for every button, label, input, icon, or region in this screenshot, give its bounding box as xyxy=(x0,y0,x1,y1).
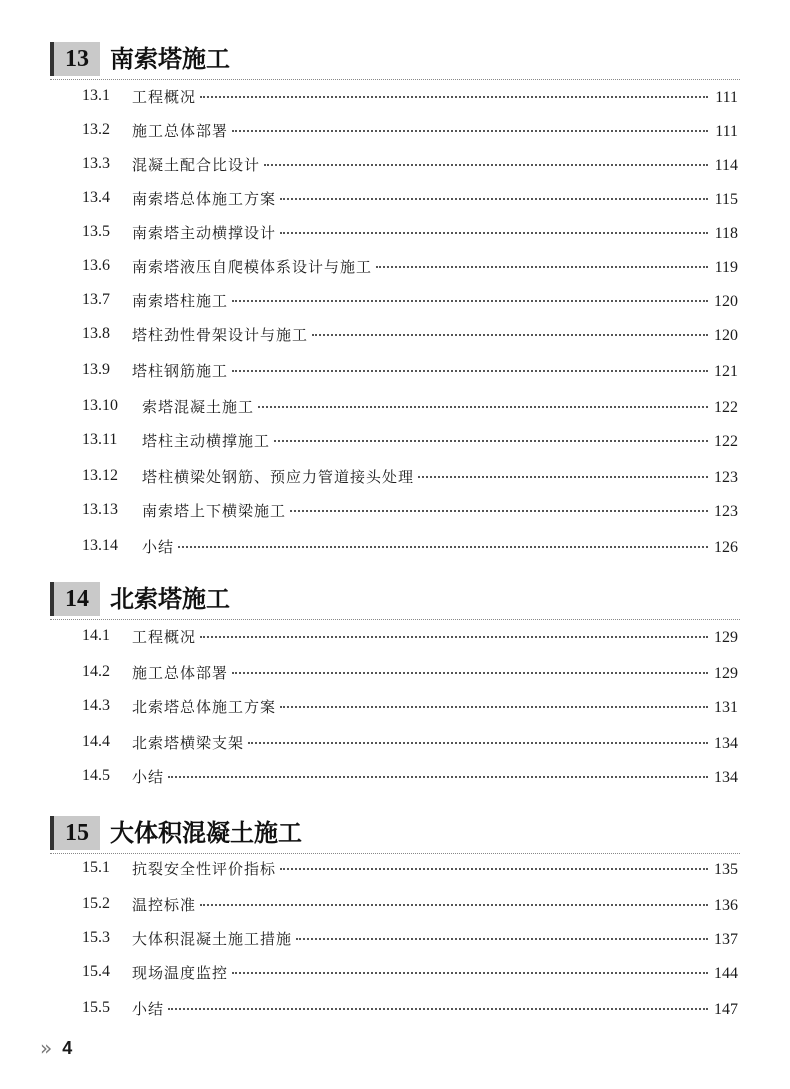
section-number: 13.8 xyxy=(82,325,110,342)
section-title: 塔柱劲性骨架设计与施工 xyxy=(132,325,309,344)
section-number: 13.13 xyxy=(82,501,118,518)
section-number: 13.12 xyxy=(82,467,118,484)
page-ref: 135 xyxy=(714,860,738,878)
toc-entry[interactable] xyxy=(0,353,790,387)
toc-entry[interactable] xyxy=(0,317,790,351)
toc-entry[interactable] xyxy=(0,423,790,457)
page-ref: 137 xyxy=(714,930,738,948)
section-number: 15.3 xyxy=(82,929,110,946)
page-ref: 147 xyxy=(714,1000,738,1018)
page-ref: 131 xyxy=(714,698,738,716)
dot-leader xyxy=(168,776,708,778)
chapter-heading[interactable] xyxy=(0,812,790,856)
toc-entry[interactable] xyxy=(0,389,790,423)
dot-leader xyxy=(258,406,708,408)
page-ref: 115 xyxy=(714,190,738,208)
section-number: 15.4 xyxy=(82,963,110,980)
page-ref: 114 xyxy=(714,156,738,174)
section-title: 工程概况 xyxy=(132,627,197,646)
chapter-number-badge: 14 xyxy=(50,582,100,616)
section-title: 南索塔柱施工 xyxy=(132,291,229,310)
page-ref: 129 xyxy=(714,664,738,682)
section-number: 13.2 xyxy=(82,121,110,138)
double-chevron-icon: » xyxy=(40,1036,53,1060)
toc-entry[interactable] xyxy=(0,181,790,215)
chapter-14 xyxy=(0,578,790,622)
section-number: 15.1 xyxy=(82,859,110,876)
toc-entry[interactable] xyxy=(0,459,790,493)
section-number: 14.4 xyxy=(82,733,110,750)
dot-leader xyxy=(232,300,708,302)
section-number: 13.7 xyxy=(82,291,110,308)
section-title: 北索塔总体施工方案 xyxy=(132,697,277,716)
section-number: 13.10 xyxy=(82,397,118,414)
page-ref: 120 xyxy=(714,292,738,310)
dot-leader xyxy=(232,130,708,132)
chapter-title: 北索塔施工 xyxy=(110,585,230,613)
section-title: 南索塔主动横撑设计 xyxy=(132,223,277,242)
dot-leader xyxy=(418,476,708,478)
toc-entry[interactable] xyxy=(0,493,790,527)
page-ref: 136 xyxy=(714,896,738,914)
page-ref: 119 xyxy=(714,258,738,276)
chapter-heading[interactable] xyxy=(0,38,790,82)
page-ref: 134 xyxy=(714,734,738,752)
dot-leader xyxy=(168,1008,708,1010)
section-title: 南索塔上下横梁施工 xyxy=(142,501,287,520)
toc-entry[interactable] xyxy=(0,529,790,563)
chapter-13 xyxy=(0,38,790,82)
chapter-heading[interactable] xyxy=(0,578,790,622)
page-ref: 111 xyxy=(715,122,738,140)
chapter-title: 大体积混凝土施工 xyxy=(110,819,302,847)
dot-leader xyxy=(248,742,708,744)
chapter-number-badge: 13 xyxy=(50,42,100,76)
dot-leader xyxy=(312,334,708,336)
dot-leader xyxy=(280,868,708,870)
section-number: 13.4 xyxy=(82,189,110,206)
page-ref: 122 xyxy=(714,432,738,450)
dot-leader xyxy=(232,972,708,974)
toc-entry[interactable] xyxy=(0,759,790,793)
section-title: 混凝土配合比设计 xyxy=(132,155,261,174)
toc-entry[interactable] xyxy=(0,79,790,113)
page-ref: 129 xyxy=(714,628,738,646)
section-title: 南索塔总体施工方案 xyxy=(132,189,277,208)
section-title: 温控标准 xyxy=(132,895,197,914)
toc-entry[interactable] xyxy=(0,215,790,249)
toc-entry[interactable] xyxy=(0,655,790,689)
dot-leader xyxy=(280,232,708,234)
section-title: 南索塔液压自爬模体系设计与施工 xyxy=(132,257,373,276)
toc-entry[interactable] xyxy=(0,619,790,653)
dot-leader xyxy=(264,164,708,166)
toc-entry[interactable] xyxy=(0,249,790,283)
section-number: 13.6 xyxy=(82,257,110,274)
chapter-15 xyxy=(0,812,790,856)
chapter-title: 南索塔施工 xyxy=(110,45,230,73)
section-title: 索塔混凝土施工 xyxy=(142,397,255,416)
page-ref: 123 xyxy=(714,502,738,520)
page-footer xyxy=(40,1036,72,1060)
toc-entry[interactable] xyxy=(0,725,790,759)
dot-leader xyxy=(232,672,708,674)
dot-leader xyxy=(296,938,708,940)
page-number: 4 xyxy=(62,1037,73,1058)
toc-entry[interactable] xyxy=(0,887,790,921)
section-number: 13.9 xyxy=(82,361,110,378)
toc-entry[interactable] xyxy=(0,921,790,955)
chapter-number-badge: 15 xyxy=(50,816,100,850)
toc-entry[interactable] xyxy=(0,283,790,317)
toc-entry[interactable] xyxy=(0,113,790,147)
dot-leader xyxy=(280,706,708,708)
section-title: 小结 xyxy=(132,999,165,1018)
section-number: 14.2 xyxy=(82,663,110,680)
section-number: 13.11 xyxy=(82,431,118,448)
dot-leader xyxy=(376,266,708,268)
section-title: 施工总体部署 xyxy=(132,663,229,682)
section-number: 13.3 xyxy=(82,155,110,172)
page-ref: 123 xyxy=(714,468,738,486)
dot-leader xyxy=(280,198,708,200)
section-title: 抗裂安全性评价指标 xyxy=(132,859,277,878)
section-title: 施工总体部署 xyxy=(132,121,229,140)
section-title: 北索塔横梁支架 xyxy=(132,733,245,752)
dot-leader xyxy=(274,440,708,442)
page-ref: 122 xyxy=(714,398,738,416)
section-number: 13.5 xyxy=(82,223,110,240)
section-title: 塔柱横梁处钢筋、预应力管道接头处理 xyxy=(142,467,415,486)
dot-leader xyxy=(290,510,708,512)
dot-leader xyxy=(232,370,708,372)
page-ref: 126 xyxy=(714,538,738,556)
toc-entry[interactable] xyxy=(0,851,790,885)
section-number: 13.14 xyxy=(82,537,118,554)
section-title: 塔柱主动横撑施工 xyxy=(142,431,271,450)
toc-entry[interactable] xyxy=(0,689,790,723)
section-title: 现场温度监控 xyxy=(132,963,229,982)
section-number: 14.3 xyxy=(82,697,110,714)
page-ref: 144 xyxy=(714,964,738,982)
toc-entry[interactable] xyxy=(0,955,790,989)
section-number: 15.2 xyxy=(82,895,110,912)
section-number: 13.1 xyxy=(82,87,110,104)
dot-leader xyxy=(200,96,708,98)
dot-leader xyxy=(200,636,708,638)
section-title: 工程概况 xyxy=(132,87,197,106)
page-ref: 121 xyxy=(714,362,738,380)
section-title: 大体积混凝土施工措施 xyxy=(132,929,293,948)
toc-entry[interactable] xyxy=(0,991,790,1025)
section-title: 小结 xyxy=(132,767,165,786)
section-number: 15.5 xyxy=(82,999,110,1016)
dot-leader xyxy=(200,904,708,906)
toc-entry[interactable] xyxy=(0,147,790,181)
page-ref: 111 xyxy=(715,88,738,106)
section-title: 塔柱钢筋施工 xyxy=(132,361,229,380)
page-ref: 118 xyxy=(714,224,738,242)
section-number: 14.1 xyxy=(82,627,110,644)
section-title: 小结 xyxy=(142,537,175,556)
page-ref: 134 xyxy=(714,768,738,786)
dot-leader xyxy=(178,546,708,548)
section-number: 14.5 xyxy=(82,767,110,784)
page-ref: 120 xyxy=(714,326,738,344)
